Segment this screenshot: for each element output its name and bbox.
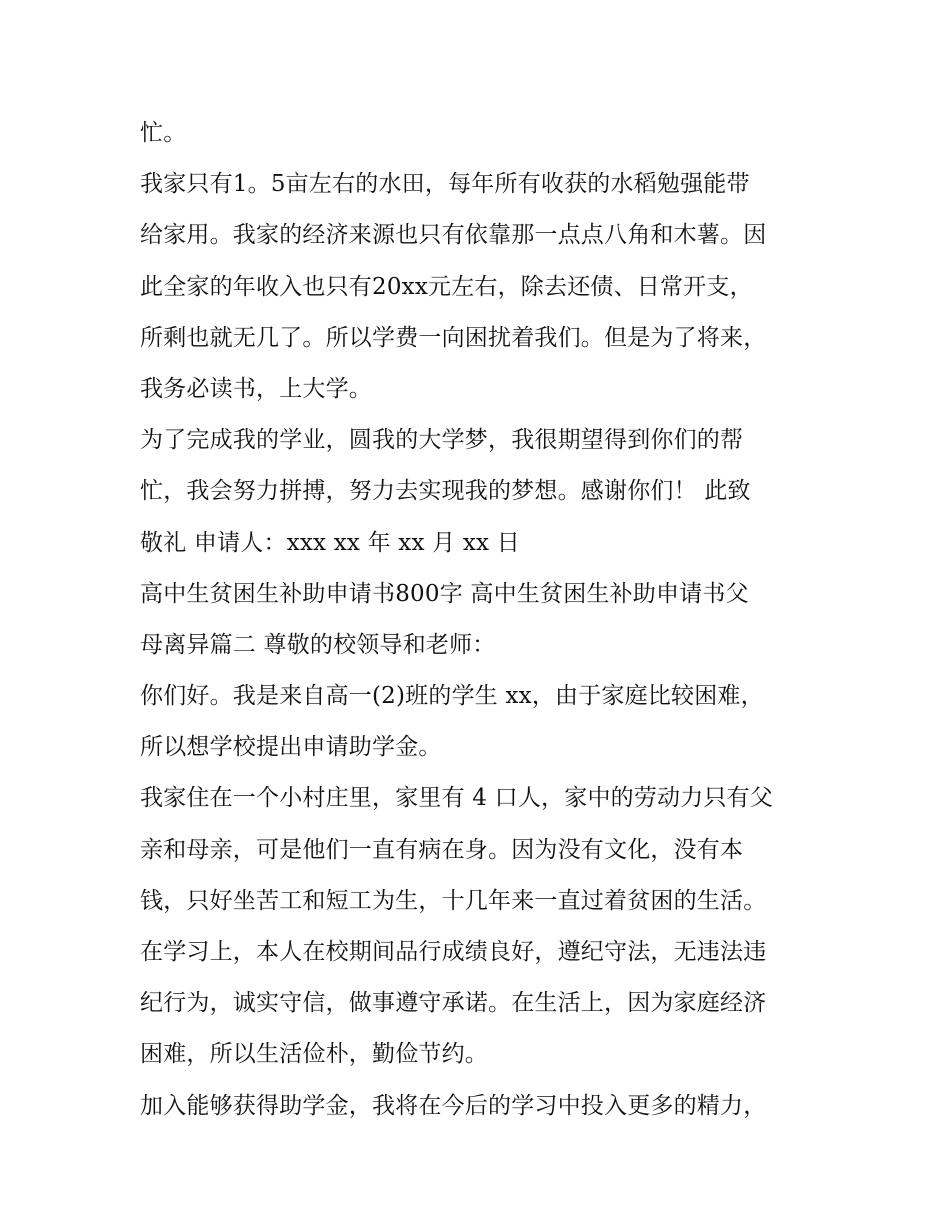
text-line: 纪行为，诚实守信，做事遵守承诺。在生活上，因为家庭经济 bbox=[140, 990, 767, 1017]
text-line: 给家用。我家的经济来源也只有依靠那一点点八角和木薯。因 bbox=[140, 222, 767, 249]
text-line: 敬礼 申请人：xxx xx 年 xx 月 xx 日 bbox=[140, 529, 520, 556]
text-line: 加入能够获得助学金，我将在今后的学习中投入更多的精力， bbox=[140, 1092, 767, 1119]
text-line: 所剩也就无几了。所以学费一向困扰着我们。但是为了将来， bbox=[140, 324, 767, 351]
text-line: 忙。 bbox=[140, 120, 187, 146]
text-line: 为了完成我的学业，圆我的大学梦，我很期望得到你们的帮 bbox=[140, 427, 744, 454]
text-line: 你们好。我是来自高一(2)班的学生 xx，由于家庭比较困难， bbox=[140, 683, 764, 710]
text-line: 此全家的年收入也只有20xx元左右，除去还债、日常开支， bbox=[140, 273, 753, 300]
text-line: 高中生贫困生补助申请书800字 高中生贫困生补助申请书父 bbox=[140, 580, 749, 607]
text-line: 钱，只好坐苦工和短工为生，十几年来一直过着贫困的生活。 bbox=[140, 887, 767, 914]
text-line: 我务必读书，上大学。 bbox=[140, 375, 372, 402]
text-line: 我家只有1。5亩左右的水田，每年所有收获的水稻勉强能带 bbox=[140, 171, 750, 198]
text-line: 我家住在一个小村庄里，家里有 4 口人，家中的劳动力只有父 bbox=[140, 785, 774, 812]
text-line: 所以想学校提出申请助学金。 bbox=[140, 734, 442, 761]
document-body bbox=[140, 108, 820, 1132]
text-line: 困难，所以生活俭朴，勤俭节约。 bbox=[140, 1041, 488, 1068]
text-line: 在学习上，本人在校期间品行成绩良好，遵纪守法，无违法违 bbox=[140, 939, 767, 965]
text-line: 母离异篇二 尊敬的校领导和老师： bbox=[140, 631, 496, 658]
text-line: 亲和母亲，可是他们一直有病在身。因为没有文化，没有本 bbox=[140, 836, 744, 863]
text-line: 忙，我会努力拼搏，努力去实现我的梦想。感谢你们！ 此致 bbox=[140, 478, 751, 505]
